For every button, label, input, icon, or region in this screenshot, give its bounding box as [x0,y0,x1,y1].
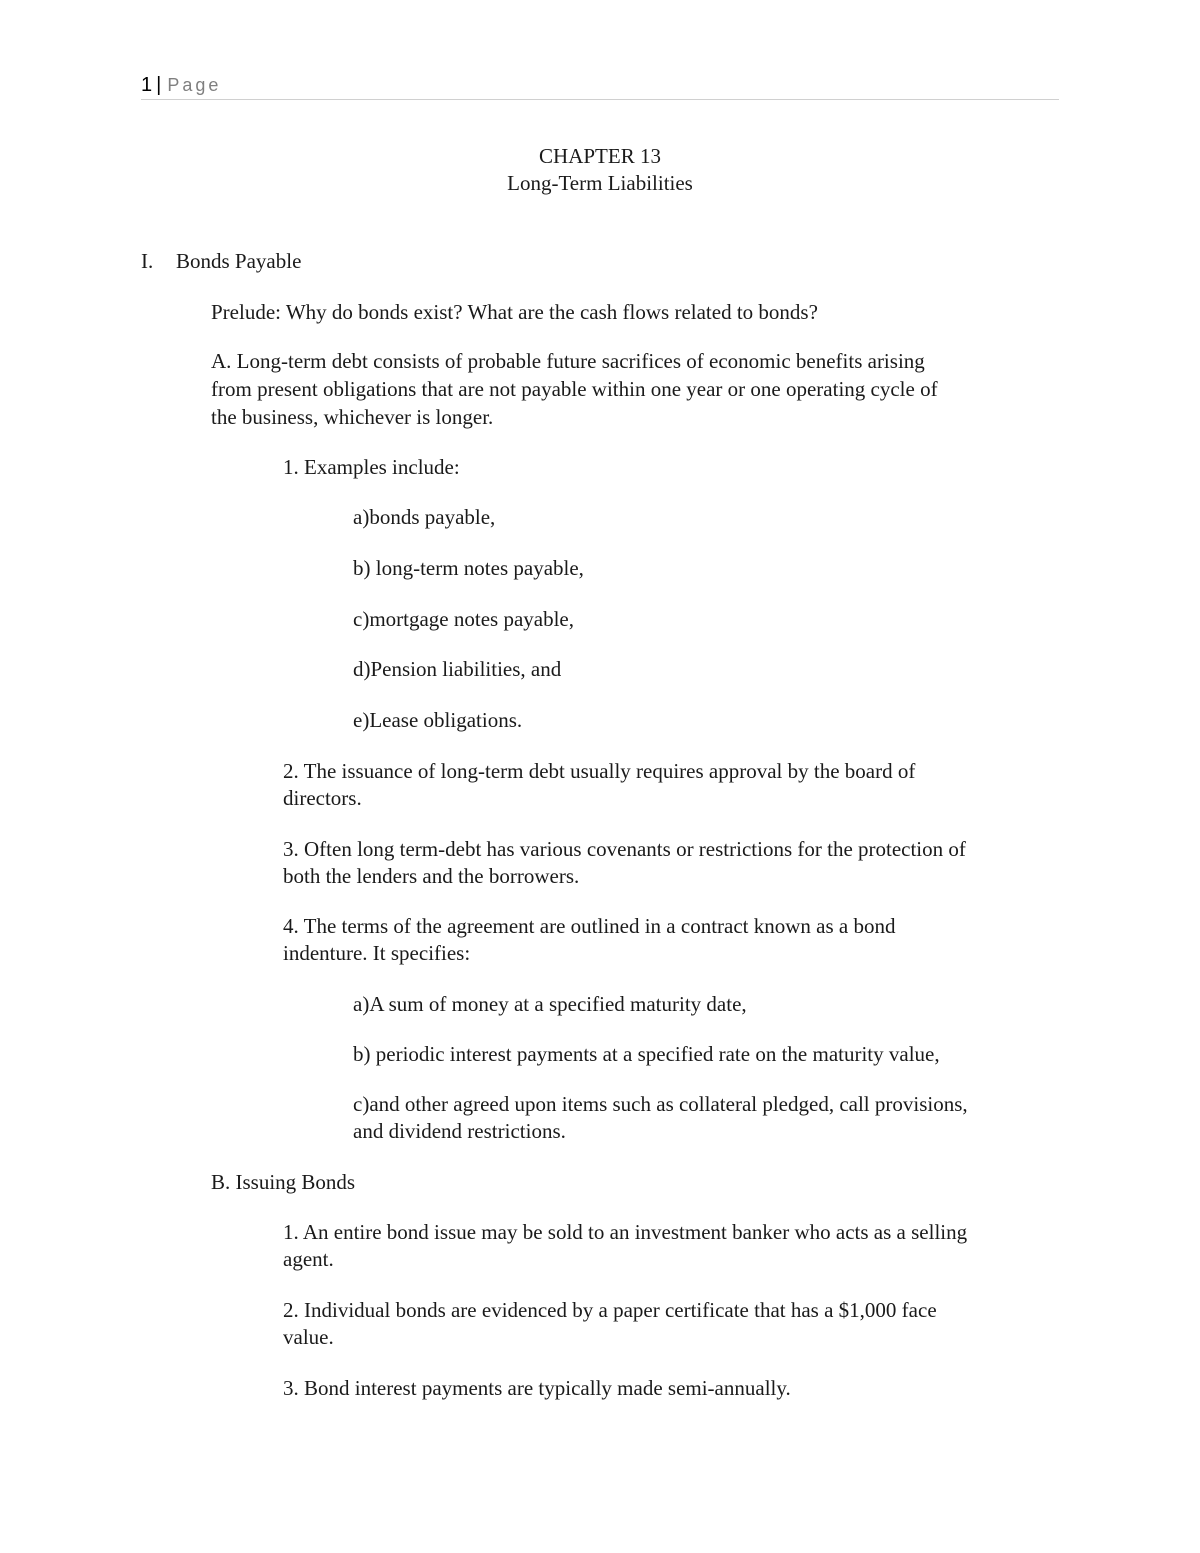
paragraph-a-line-2: from present obligations that are not payable within one year or one operating cycle of [211,377,938,401]
b-item-1-line-2: agent. [283,1247,334,1271]
list-item [353,555,584,582]
list-text: Pension liabilities, and [370,657,562,681]
list-text: Lease obligations. [369,708,523,732]
header-separator: | [156,74,162,96]
list-label: c) [353,1092,370,1116]
item-4-line-2: indenture. It specifies: [283,941,471,965]
b-item-2-line-1: 2. Individual bonds are evidenced by a paper certificate that has a $1,000 face [283,1298,937,1322]
paragraph-a-line-3: the business, whichever is longer. [211,405,494,429]
item-4-line-1: 4. The terms of the agreement are outlined in a contract known as a bond [283,914,896,938]
section-b-heading: B. Issuing Bonds [211,1170,356,1194]
item-3-line-2: both the lenders and the borrowers. [283,864,580,888]
list-label: d) [353,657,371,681]
list-text: and other agreed upon items such as collateral pledged, call provisions, [369,1092,968,1116]
list-item [353,606,574,633]
list-text: mortgage notes payable, [369,607,575,631]
item-2-line-1: 2. The issuance of long-term debt usually requires approval by the board of [283,759,916,783]
list-text: bonds payable, [369,505,496,529]
list-label: b) [353,1042,371,1066]
list-item [353,1091,968,1118]
list-label: a) [353,505,370,529]
chapter-number: CHAPTER 13 [539,144,661,168]
b-item-3-line-1: 3. Bond interest payments are typically made semi-annually. [283,1376,791,1400]
list-label: b) [353,556,371,580]
list-item [353,991,747,1018]
prelude-text: Prelude: Why do bonds exist? What are the cash flows related to bonds? [211,300,818,324]
list-item [353,504,495,531]
list-text: A sum of money at a specified maturity date, [369,992,747,1016]
item-2-line-2: directors. [283,786,362,810]
list-label: e) [353,708,370,732]
section-heading: Bonds Payable [176,249,302,273]
list-item [353,707,522,734]
b-item-1-line-1: 1. An entire bond issue may be sold to an investment banker who acts as a selling [283,1220,968,1244]
section-numeral: I. [141,249,154,273]
page-number: 1 [141,74,153,96]
page-header [141,72,221,98]
list-text: periodic interest payments at a specified rate on the maturity value, [375,1042,940,1066]
b-item-2-line-2: value. [283,1325,334,1349]
item-3-line-1: 3. Often long term-debt has various covenants or restrictions for the protection of [283,837,966,861]
list-text-continued: and dividend restrictions. [353,1119,566,1143]
page-label: Page [167,75,222,95]
chapter-title: Long-Term Liabilities [507,171,693,195]
header-rule [141,99,1059,100]
item-1-examples: 1. Examples include: [283,455,460,479]
list-item [353,1041,940,1068]
paragraph-a-line-1: A. Long-term debt consists of probable future sacrifices of economic benefits arising [211,349,925,373]
list-item [353,656,561,683]
list-label: c) [353,607,370,631]
list-text: long-term notes payable, [375,556,584,580]
list-label: a) [353,992,370,1016]
